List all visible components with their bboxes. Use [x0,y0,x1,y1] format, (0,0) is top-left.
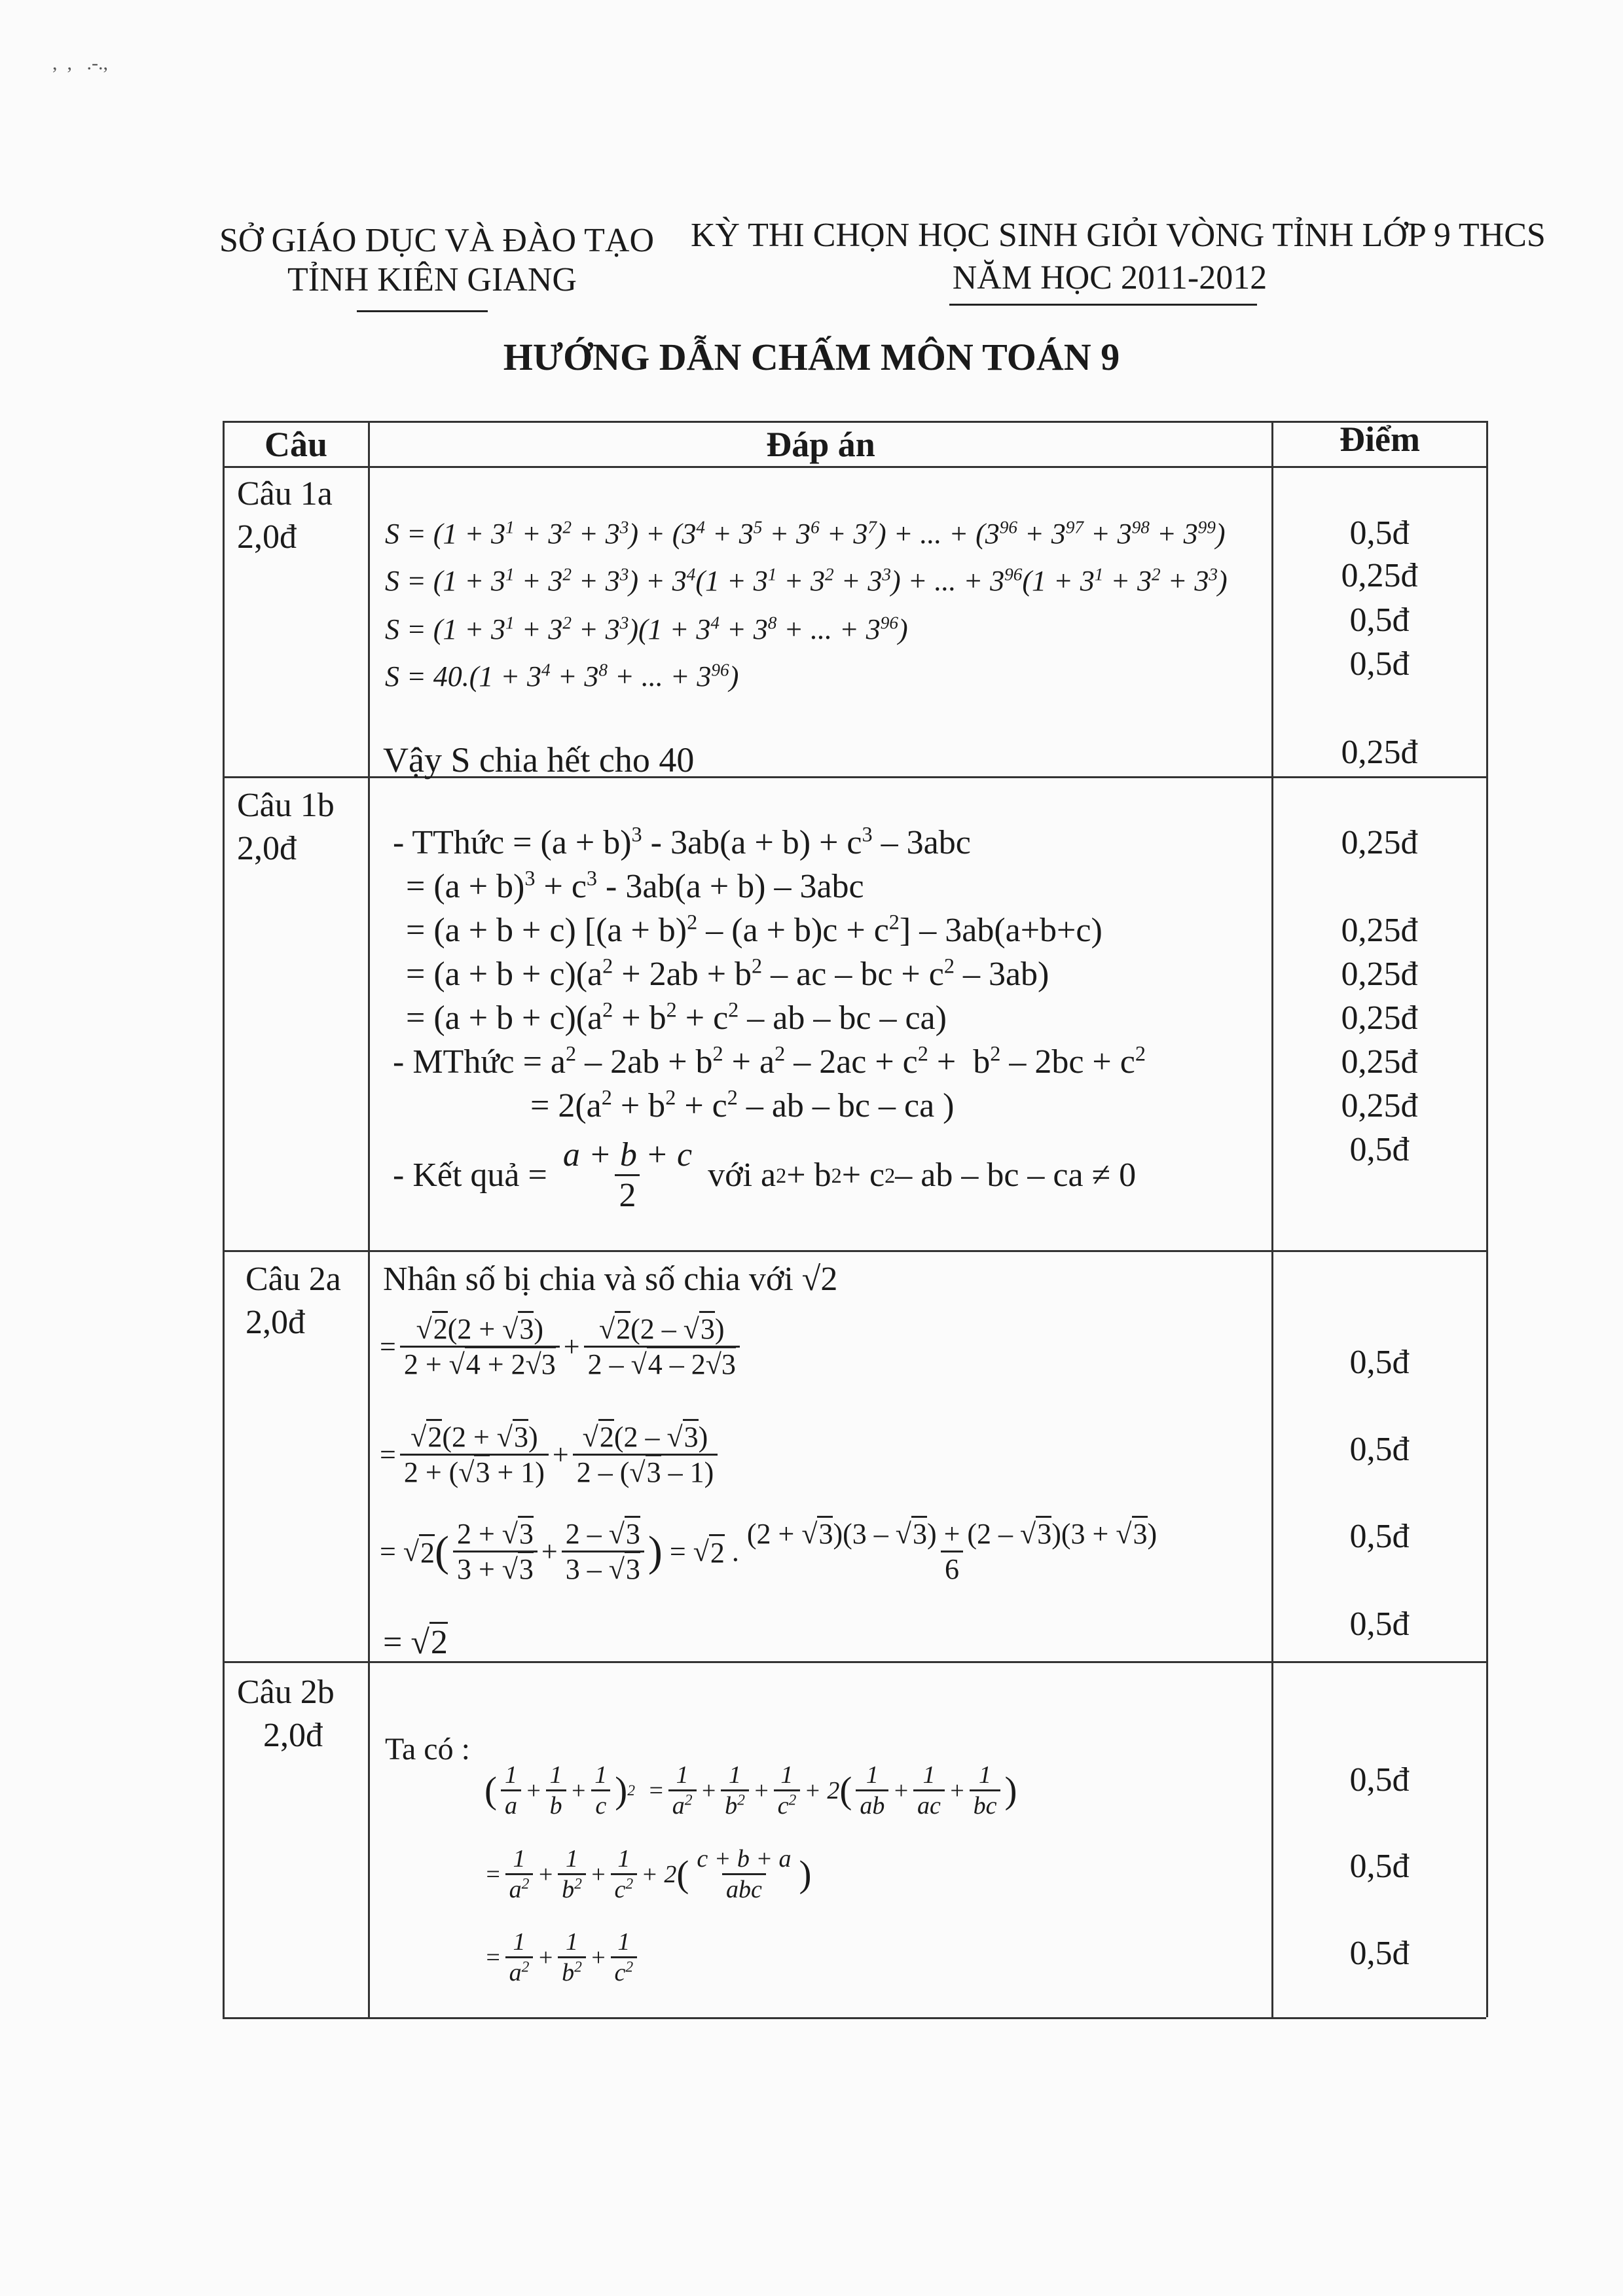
q1b-label: Câu 1b 2,0đ [237,787,335,867]
q1a-conclusion: Vậy S chia hết cho 40 [383,740,695,780]
q1b-point-1: 0,25đ [1341,824,1418,861]
q1a-point-5: 0,25đ [1341,734,1418,771]
q2b-point-3: 0,5đ [1349,1935,1410,1972]
header-cau: Câu [264,425,328,464]
q1a-step-1: $S = (1 + 3^1 + 3^2 + 3^3) + (3^4 + 3^5 + 3^6 + 3^7)$ + ... + $(3^{96} + 3^{97} + 3^{98} + 3^{99})$ [385,517,1226,550]
q1b-point-5: 0,25đ [1341,1043,1418,1081]
q1a-point-2: 0,25đ [1341,557,1418,594]
header-dap-an: Đáp án [766,425,875,464]
exam-line-1: KỲ THI CHỌN HỌC SINH GIỎI VÒNG TỈNH LỚP 9 THCS [691,217,1546,254]
department-line-2: TỈNH KIÊN GIANG [287,261,577,298]
exam-underline [949,304,1257,306]
col-divider-diem [1271,421,1273,2017]
q1b-result-fraction: $\frac{a + b + c}{2}$ [562,1136,693,1214]
table-right-border [1486,421,1488,2017]
department-underline [357,310,488,312]
header-diem: Điểm [1340,420,1420,459]
q1b-step-2: = $(a + b)^3 + c^3 - 3ab(a + b) - 3abc$ [406,866,864,905]
q1b-step-6: - MThức = $a^2 - 2ab + b^2 + a^2 - 2ac + c^2 + b^2 - 2bc + c^2$ [393,1041,1146,1081]
exam-line-2: NĂM HỌC 2011-2012 [952,259,1267,296]
q2a-step-2: = $\frac{√2(2 + √3)}{2 + (√3 + 1)}$ + $\frac{√2(2 - √3)}{2 - (√3 - 1)}$ [380,1420,721,1489]
department-line-1: SỞ GIÁO DỤC VÀ ĐÀO TẠO [219,222,654,259]
page-title: HƯỚNG DẪN CHẤM MÔN TOÁN 9 [503,336,1120,378]
table-bottom-border [223,2017,1486,2019]
q1b-point-7: 0,5đ [1349,1131,1410,1168]
q1b-step-5: = $(a + b + c)(a^2 + b^2 + c^2$ – ab – bc – ca) [406,997,947,1037]
q2a-step-1: = $\frac{√2(2 + √3)}{2 + √4 + 2√3}$ + $\frac{√2(2 - √3)}{2 - √4 - 2√3}$ [380,1312,744,1381]
col-divider-cau [368,421,370,2017]
q1a-point-3: 0,5đ [1349,601,1410,639]
q1a-point-1: 0,5đ [1349,514,1410,552]
header-row-divider [223,466,1486,468]
q1b-step-4: = $(a + b + c)(a^2 + 2ab + b^2$ – ac – bc + $c^2 - 3ab$) [406,954,1049,993]
scan-marks: , , .-., [52,52,108,74]
q2b-point-2: 0,5đ [1349,1848,1410,1885]
q2a-label: Câu 2a 2,0đ [246,1261,341,1341]
table-left-border [223,421,225,2017]
q1a-step-2: $S = (1 + 3^1 + 3^2 + 3^3) + 3^4(1 + 3^1 + 3^2 + 3^3)$ + ... + $3^{96}(1 + 3^1 + 3^2 + 3^3)$ [385,564,1228,597]
q2b-step-2: = $\frac{1}{a^2}$ + $\frac{1}{b^2}$ + $\frac{1}{c^2}$ + 2 ( $\frac{c + b + a}{\text{abc}}$ ) [484,1845,812,1903]
q2a-step-3: = √ 2 ( $\frac{2 + √3}{3 + √3}$ + $\frac{2 - √3}{3 - √3}$ ) = √ 2 . $\frac{(2 + √3)(3 - √3) + (2 - √3)(3 + √3)}{6}$ [380,1517,1165,1586]
q1b-point-2: 0,25đ [1341,912,1418,949]
q1b-point-4: 0,25đ [1341,999,1418,1037]
q2a-point-1: 0,5đ [1349,1344,1410,1381]
q1b-step-3: = (a + b + c) $[(a + b)^2 - (a + b)c + c^2] - 3ab(a+b+c)$ [406,910,1103,949]
q1a-label: Câu 1a 2,0đ [237,475,333,556]
q1b-step-8: - Kết quả = $\frac{a + b + c}{2}$ với a 2 + b 2 + c 2 – ab – bc – ca ≠ 0 [393,1136,1137,1214]
q2b-intro: Ta có : [385,1732,470,1767]
q2b-point-1: 0,5đ [1349,1761,1410,1799]
row-divider-1b-2a [223,1250,1486,1252]
q2b-step-1: ( $\frac{1}{a}$ + $\frac{1}{b}$ + $\frac{1}{c}$ ) 2 = $\frac{1}{a^2}$ + $\frac{1}{b^2}$ + $\frac{1}{c^2}$ + 2 ( $\frac{1}{ab}$ + $\frac{1}{ac}$ + $\frac{1}{bc}$ ) [484,1761,1017,1820]
q2a-point-3: 0,5đ [1349,1518,1410,1555]
q2a-point-2: 0,5đ [1349,1431,1410,1468]
q1b-point-6: 0,25đ [1341,1087,1418,1124]
q2a-intro: Nhân số bị chia và số chia với √2 [383,1261,838,1298]
q1b-step-7: = $2(a^2 + b^2 + c^2$ – ab – bc – ca ) [530,1085,955,1124]
q2b-step-3: = $\frac{1}{a^2}$ + $\frac{1}{b^2}$ + $\frac{1}{c^2}$ [484,1928,641,1987]
q1b-point-3: 0,25đ [1341,956,1418,993]
q1a-point-4: 0,5đ [1349,645,1410,683]
q2a-point-4: 0,5đ [1349,1605,1410,1643]
q2a-result: = √2 [383,1623,448,1662]
q1a-step-4: $S = 40.(1 + 3^4 + 3^8$ + ... + $3^{96}$) [385,660,739,692]
q1b-step-1: - TThức = $(a + b)^3 - 3ab(a + b) + c^3 - 3abc$ [393,822,971,861]
q2b-label: Câu 2b 2,0đ [237,1674,335,1754]
q1a-step-3: $S = (1 + 3^1 + 3^2 + 3^3)(1 + 3^4 + 3^8$ + ... + $3^{96}$) [385,613,908,645]
